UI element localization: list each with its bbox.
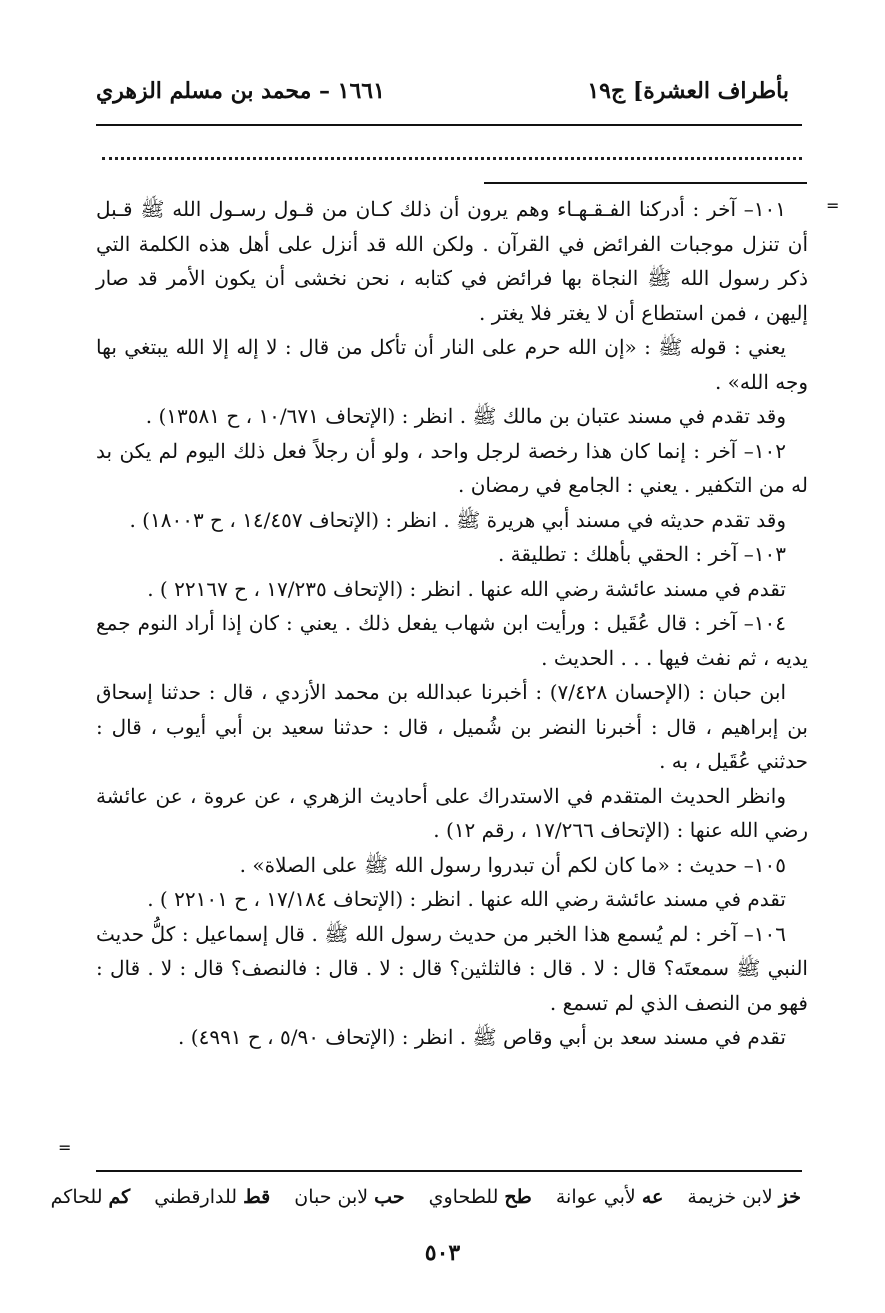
section-separator-rule: [484, 182, 807, 184]
book-title: بأطراف العشرة] ج١٩: [587, 78, 789, 104]
dotted-separator: [102, 146, 802, 160]
paragraph-106-reference: تقدم في مسند سعد بن أبي وقاص ﷺ . انظر : (الإتحاف ٥/٩٠ ، ح ٤٩٩١) .: [178, 1025, 786, 1049]
paragraph-103-reference: تقدم في مسند عائشة رضي الله عنها . انظر : (الإتحاف ١٧/٢٣٥ ، ح ٢٢١٦٧ ) .: [147, 576, 786, 601]
margin-mark-top: =: [826, 196, 840, 215]
paragraph-101-explanation: يعني : قوله ﷺ : «إن الله حرم على النار أن تأكل من قال : لا إله إلا الله يبتغي بها وجه الله» .: [96, 335, 808, 394]
section-title: ١٦٦١ – محمد بن مسلم الزهري: [96, 78, 385, 104]
paragraph-103: ١٠٣– آخر : الحقي بأهلك : تطليقة .: [497, 542, 786, 566]
paragraph-101-reference: وقد تقدم في مسند عتبان بن مالك ﷺ . انظر : (الإتحاف ١٠/٦٧١ ، ح ١٣٥٨١) .: [145, 404, 786, 428]
running-head: [96, 78, 789, 118]
main-text: [96, 192, 808, 1055]
abbreviations-key: [33, 1186, 801, 1208]
paragraph-105: ١٠٥– حديث : «ما كان لكم أن تبدروا رسول الله ﷺ على الصلاة» .: [239, 852, 786, 877]
header-rule: [96, 124, 802, 126]
abbreviation-item: طح للطحاوي: [428, 1186, 532, 1208]
paragraph-105-reference: تقدم في مسند عائشة رضي الله عنها . انظر : (الإتحاف ١٧/١٨٤ ، ح ٢٢١٠١ ) .: [147, 887, 786, 911]
abbreviation-item: حب لابن حبان: [294, 1186, 405, 1208]
abbreviation-item: قط للدارقطني: [154, 1186, 271, 1208]
paragraph-102-reference: وقد تقدم حديثه في مسند أبي هريرة ﷺ . انظر : (الإتحاف ١٤/٤٥٧ ، ح ١٨٠٠٣) .: [129, 507, 786, 532]
paragraph-104-reference: وانظر الحديث المتقدم في الاستدراك على أحاديث الزهري ، عن عروة ، عن عائشة رضي الله عنها : (الإتحاف ١٧/٢٦٦ ، رقم ١٢) .: [96, 783, 808, 842]
page-number: ٥٠٣: [424, 1240, 461, 1266]
paragraph-104: ١٠٤– آخر : قال عُقَيل : ورأيت ابن شهاب يفعل ذلك . يعني : كان إذا أراد النوم جمع يديه ، ثم نفث فيها . . . الحديث .: [96, 611, 808, 670]
paragraph-102: ١٠٢– آخر : إنما كان هذا رخصة لرجل واحد ، ولو أن رجلاً فعل ذلك اليوم لم يكن بد له من التكفير . يعني : الجامع في رمضان .: [96, 438, 808, 497]
footer-rule: [96, 1170, 802, 1172]
paragraph-106: ١٠٦– آخر : لم يُسمع هذا الخبر من حديث رسول الله ﷺ . قال إسماعيل : كلُّ حديث النبي ﷺ سمعتَه؟ قال : لا . قال : فالثلثين؟ قال : لا . قال : فالنصف؟ قال : لا . قال : فهو من النصف الذي لم تسمع .: [96, 921, 808, 1015]
margin-mark-bottom: =: [58, 1138, 72, 1157]
abbreviation-item: خز لابن خزيمة: [687, 1186, 801, 1208]
paragraph-104-isnad: ابن حبان : (الإحسان ٧/٤٢٨) : أخبرنا عبدالله بن محمد الأزدي ، قال : حدثنا إسحاق بن إبراهيم ، قال : أخبرنا النضر بن شُميل ، قال : حدثنا سعيد بن أبي أيوب ، قال : حدثني عُقَيل ، به .: [96, 680, 808, 773]
abbreviation-item: كم للحاكم: [50, 1186, 131, 1208]
paragraph-101: ١٠١– آخر : أدركنا الفـقـهـاء وهم يرون أن ذلك كـان من قـول رسـول الله ﷺ قـبل أن تنزل موجبات الفرائض في القرآن . ولكن الله قد أنزل على أهل هذه الكلمة التي ذكر رسول الله ﷺ النجاة بها فرائض في كتابه ، نحن نخشى أن يكون الأمر قد صار إليهن ، فمن استطاع أن لا يغتر فلا يغتر .: [96, 197, 808, 325]
abbreviation-item: عه لأبي عوانة: [555, 1186, 664, 1208]
